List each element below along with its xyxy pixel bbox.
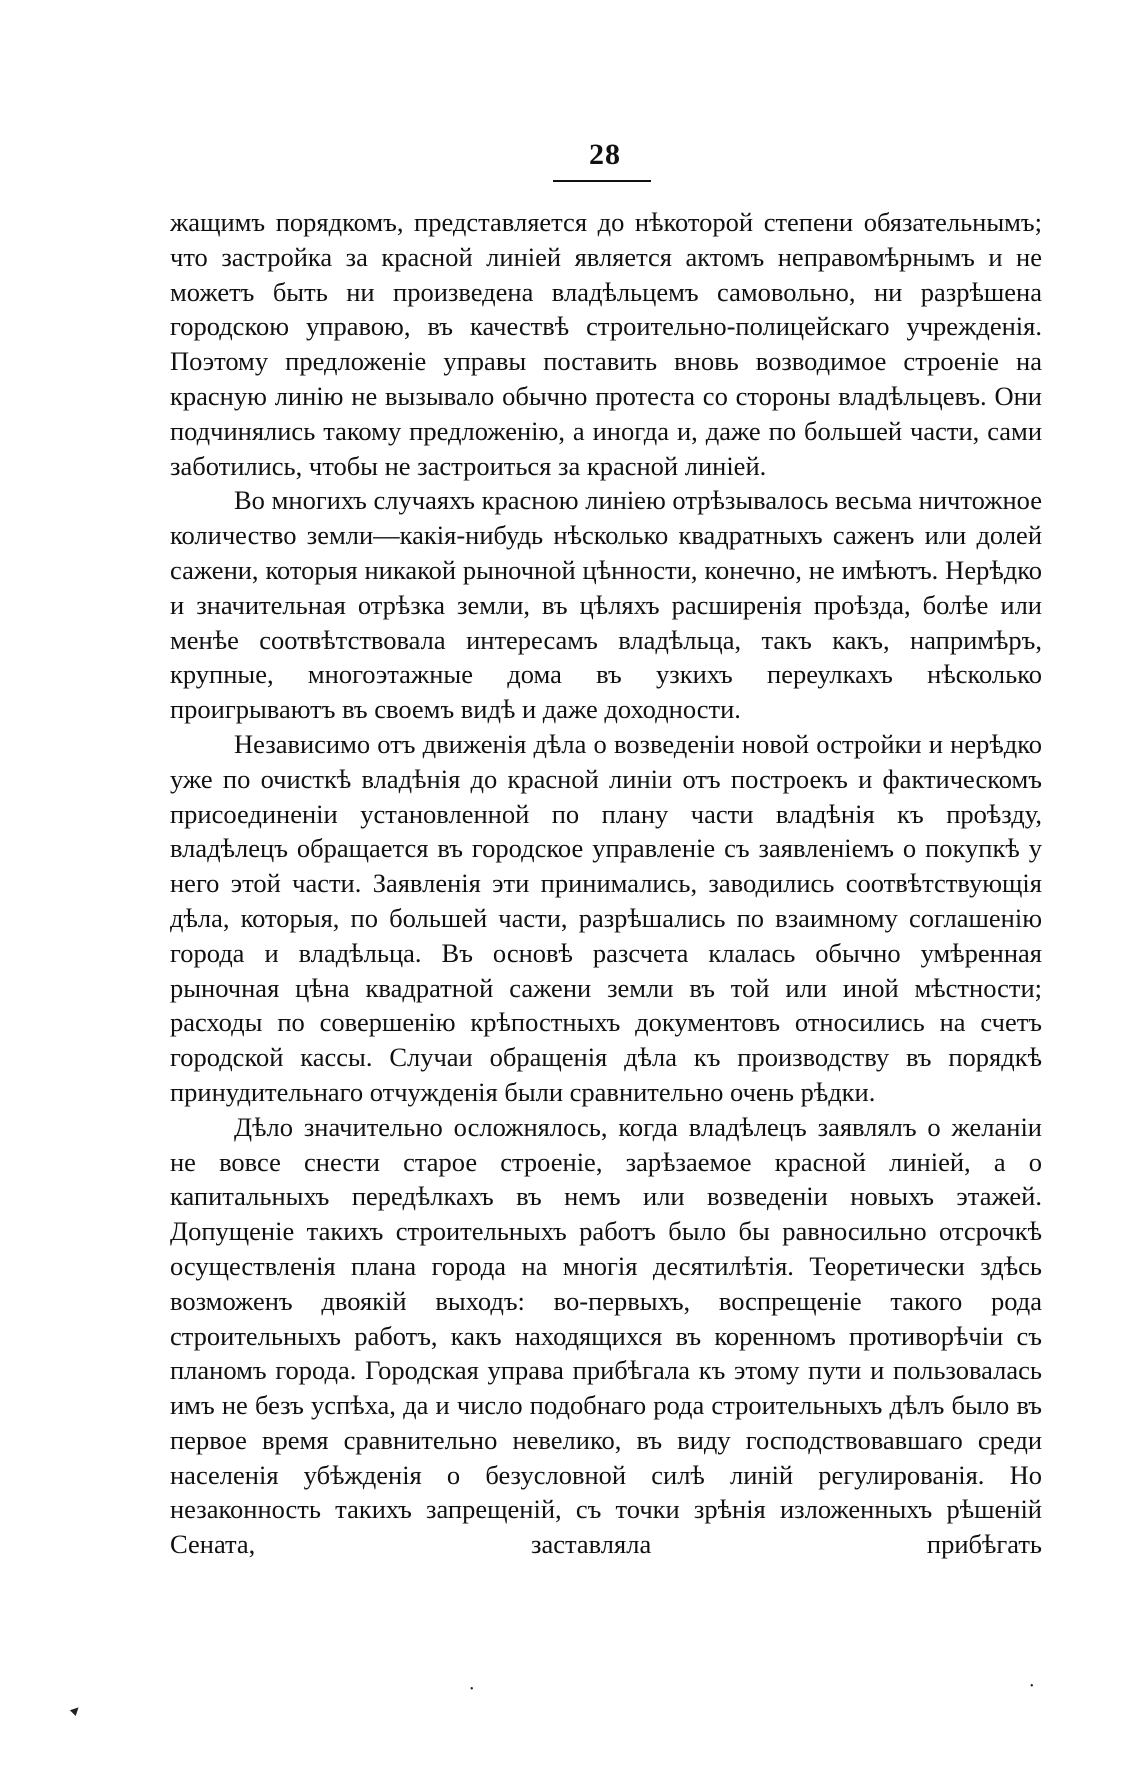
page-number-rule: [553, 180, 651, 182]
paragraph-3: Независимо отъ движенія дѣла о возведеніи новой остройки и нерѣдко уже по очисткѣ владѣнія до красной линіи отъ построекъ и фактическомъ присоединеніи установленной по плану части владѣнія къ проѣзду, владѣлецъ обращается въ городское управленіе съ заявленіемъ о покупкѣ у него этой части. Заявленія эти принимались, заводились соотвѣтствующія дѣла, которыя, по большей части, разрѣшались по взаимному соглашенію города и владѣльца. Въ основѣ разсчета клалась обычно умѣренная рыночная цѣна квадратной сажени земли въ той или иной мѣстности; расходы по совершенію крѣпостныхъ документовъ относились на счетъ городской кассы. Случаи обращенія дѣла къ производству въ порядкѣ принудительнаго отчужденія были сравнительно очень рѣдки.: [170, 728, 1042, 1107]
paragraph-1: жащимъ порядкомъ, представляется до нѣкоторой степени обязательнымъ; что застройка за красной линіей является актомъ неправомѣрнымъ и не можетъ быть ни произведена владѣльцемъ самовольно, ни разрѣшена городскою управою, въ качествѣ строительно-полицейскаго учрежденія. Поэтому предложеніе управы поставить вновь возводимое строеніе на красную линію не вызывало обычно протеста со стороны владѣльцевъ. Они подчинялись такому предложенію, а иногда и, даже по большей части, сами заботились, чтобы не застроиться за красной линіей.: [170, 207, 1042, 481]
scan-speck-mark: ▲: [65, 1700, 86, 1721]
paragraph-4: Дѣло значительно осложнялось, когда владѣлецъ заявлялъ о желаніи не вовсе снести старое строеніе, зарѣзаемое красной линіей, а о капитальныхъ передѣлкахъ въ немъ или возведеніи новыхъ этажей. Допущеніе такихъ строительныхъ работъ было бы равносильно отсрочкѣ осуществленія плана города на многія десятилѣтія. Теоретически здѣсь возможенъ двоякій выходъ: во-первыхъ, воспрещеніе такого рода строительныхъ работъ, какъ находящихся въ коренномъ противорѣчіи съ планомъ города. Городская управа прибѣгала къ этому пути и пользовалась имъ не безъ успѣха, да и число подобнаго рода строительныхъ дѣлъ было въ первое время сравнительно невелико, въ виду господствовавшаго среди населенія убѣжденія о безусловной силѣ линій регулированія. Но незаконность такихъ запрещеній, съ точки зрѣнія изложенныхъ рѣшеній Сената, заставляла прибѣгать: [170, 1111, 1042, 1560]
paragraph-2: Во многихъ случаяхъ красною линіею отрѣзывалось весьма ничтожное количество земли—какія-нибудь нѣсколько квадратныхъ саженъ или долей сажени, которыя никакой рыночной цѣнности, конечно, не имѣютъ. Нерѣдко и значительная отрѣзка земли, въ цѣляхъ расширенія проѣзда, болѣе или менѣе соотвѣтствовала интересамъ владѣльца, такъ какъ, напримѣръ, крупные, многоэтажные дома въ узкихъ переулкахъ нѣсколько проигрываютъ въ своемъ видѣ и даже доходности.: [170, 485, 1042, 725]
scan-speck-mark: •: [470, 1684, 474, 1695]
scan-speck-mark: •: [1030, 1681, 1034, 1692]
page-number: 28: [589, 138, 621, 171]
body-text: [170, 205, 1042, 1562]
